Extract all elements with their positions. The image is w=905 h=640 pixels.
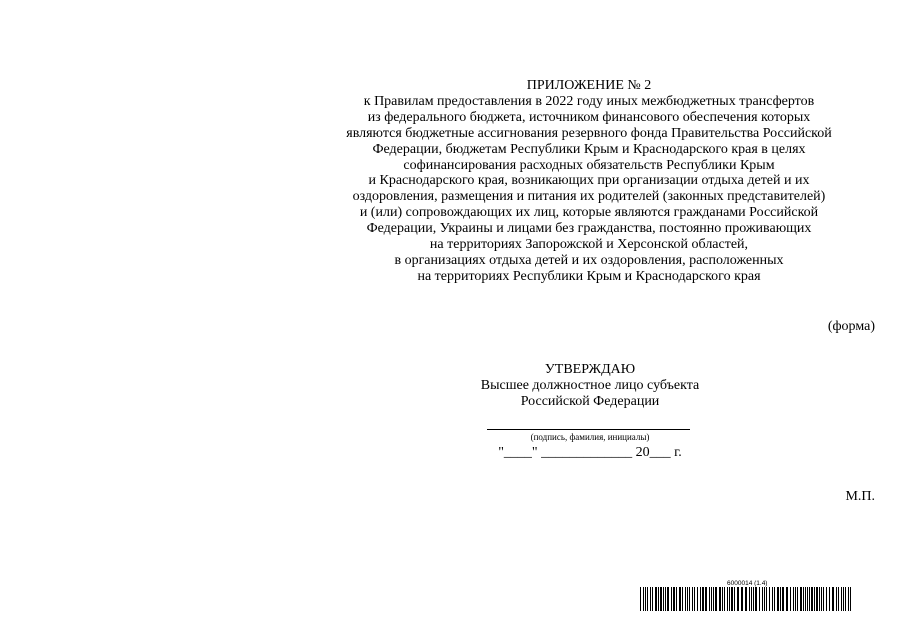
appendix-text-line: Федерации, бюджетам Республики Крым и Краснодарского края в целях bbox=[372, 141, 806, 157]
appendix-title: ПРИЛОЖЕНИЕ № 2 bbox=[526, 78, 652, 93]
approval-position-line: Высшее должностное лицо субъекта bbox=[480, 378, 700, 393]
barcode-code: 6000014 (1.4) bbox=[727, 580, 768, 587]
appendix-text-line: и Краснодарского края, возникающих при организации отдыха детей и их bbox=[368, 173, 810, 189]
barcode-icon bbox=[640, 587, 855, 611]
approval-block bbox=[450, 362, 730, 410]
appendix-text-line: на территориях Запорожской и Херсонской областей, bbox=[429, 237, 749, 253]
form-label: (форма) bbox=[827, 319, 875, 334]
appendix-text-line: на территориях Республики Крым и Краснодарского края bbox=[417, 268, 761, 284]
appendix-text-line: в организациях отдыха детей и их оздоровления, расположенных bbox=[394, 252, 784, 268]
approval-title: УТВЕРЖДАЮ bbox=[544, 362, 636, 377]
appendix-text-line: являются бюджетные ассигнования резервного фонда Правительства Российской bbox=[346, 125, 832, 141]
stamp-label: М.П. bbox=[845, 489, 875, 504]
appendix-text-line: оздоровления, размещения и питания их родителей (законных представителей) bbox=[352, 189, 826, 205]
approval-position-line: Российской Федерации bbox=[520, 394, 660, 409]
signature-line bbox=[487, 429, 690, 430]
appendix-text-line: софинансирования расходных обязательств Республики Крым bbox=[403, 157, 775, 173]
date-field: "____" _____________ 20___ г. bbox=[498, 445, 682, 460]
appendix-text-line: из федерального бюджета, источником финансового обеспечения которых bbox=[367, 109, 811, 125]
appendix-text-line: к Правилам предоставления в 2022 году иных межбюджетных трансфертов bbox=[363, 93, 815, 109]
appendix-header bbox=[345, 78, 833, 285]
appendix-text-line: и (или) сопровождающих их лиц, которые являются гражданами Российской bbox=[359, 205, 819, 221]
appendix-text-line: Федерации, Украины и лицами без гражданства, постоянно проживающих bbox=[366, 221, 812, 237]
signature-caption: (подпись, фамилия, инициалы) bbox=[530, 432, 650, 442]
